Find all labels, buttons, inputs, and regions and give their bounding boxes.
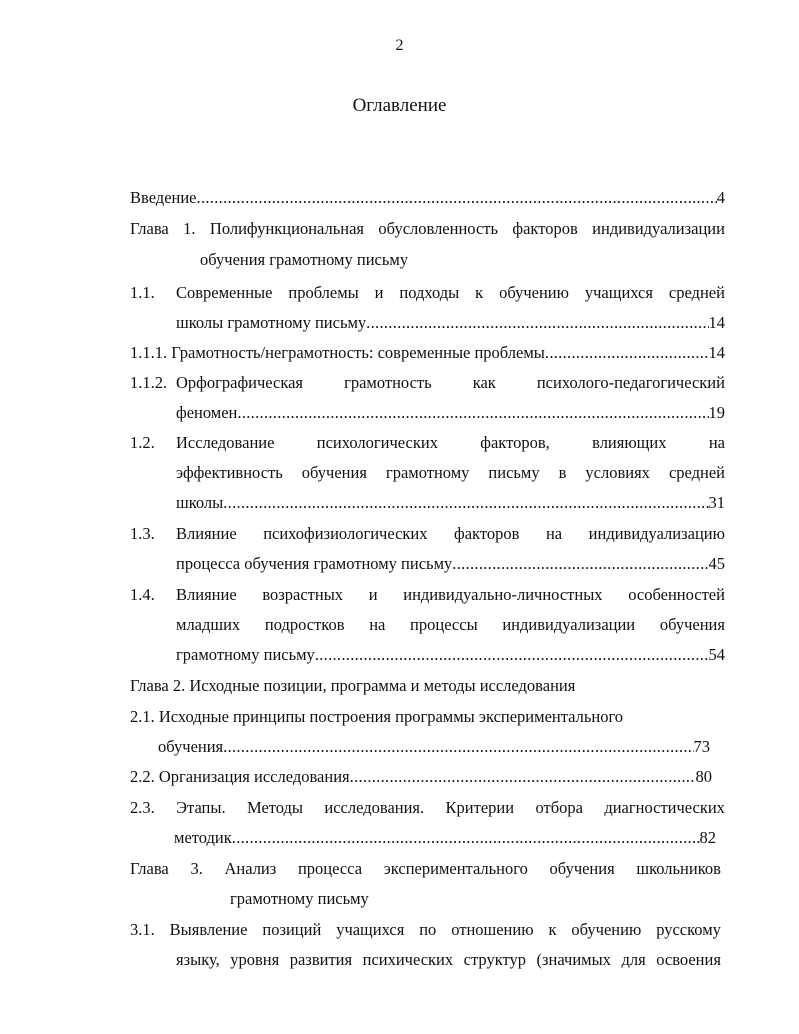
toc-section-2-2[interactable]: 2.2. Организация исследования ..... 80 — [130, 765, 712, 789]
toc-leader — [452, 552, 708, 576]
toc-section-number: 1.1. — [130, 283, 155, 302]
toc-section-1-4-line3: грамотному письму ..... 54 — [176, 643, 725, 667]
toc-section-1-4-line2: младших подростков на процессы индивидуализации обучения — [176, 615, 725, 634]
toc-section-1-3-cont: процесса обучения грамотному письму ..... 45 — [176, 552, 725, 576]
toc-section-1-1-2-cont: феномен ..... 19 — [176, 401, 725, 425]
toc-section-number: 1.4. — [130, 585, 155, 604]
toc-section-1-4[interactable]: Влияние возрастных и индивидуально-личностных особенностей — [176, 585, 725, 604]
toc-section-1-2-line2: эффективность обучения грамотному письму в условиях средней — [176, 463, 725, 482]
toc-chapter-2[interactable]: Глава 2. Исходные позиции, программа и методы исследования — [130, 676, 576, 695]
toc-leader — [223, 491, 708, 515]
toc-section-1-2-line3: школы ..... 31 — [176, 491, 725, 515]
toc-chapter-1[interactable]: Глава 1. Полифункциональная обусловленность факторов индивидуализации — [130, 219, 725, 238]
toc-section-1-1-2[interactable]: Орфографическая грамотность как психолого-педагогический — [176, 373, 725, 392]
toc-section-number: 1.3. — [130, 524, 155, 543]
toc-section-1-1-1[interactable]: 1.1.1. Грамотность/неграмотность: современные проблемы ..... 14 — [130, 341, 725, 365]
toc-leader — [197, 186, 717, 210]
page-number: 2 — [395, 37, 404, 54]
toc-chapter-3[interactable]: Глава 3. Анализ процесса экспериментального обучения школьников — [130, 859, 721, 878]
toc-leader — [223, 735, 693, 759]
toc-leader — [315, 643, 709, 667]
toc-leader — [545, 341, 709, 365]
toc-chapter-3-cont: грамотному письму — [230, 889, 369, 908]
toc-section-3-1-line2: языку, уровня развития психических структур (значимых для освоения — [176, 950, 721, 969]
toc-section-1-1[interactable]: Современные проблемы и подходы к обучению учащихся средней — [176, 283, 725, 302]
toc-section-1-1-cont: школы грамотному письму ..... 14 — [176, 311, 725, 335]
page-title: Оглавление — [352, 95, 447, 116]
toc-section-2-3[interactable]: 2.3. Этапы. Методы исследования. Критерии отбора диагностических — [130, 798, 725, 817]
toc-leader — [350, 765, 696, 789]
toc-section-1-2[interactable]: Исследование психологических факторов, влияющих на — [176, 433, 725, 452]
toc-leader — [366, 311, 708, 335]
toc-section-number: 1.1.2. — [130, 373, 168, 392]
toc-section-3-1[interactable]: 3.1. Выявление позиций учащихся по отношению к обучению русскому — [130, 920, 721, 939]
toc-leader — [237, 401, 708, 425]
toc-section-2-3-cont: методик ..... 82 — [174, 826, 716, 850]
toc-leader — [232, 826, 700, 850]
toc-entry-introduction[interactable]: Введение ..... 4 — [130, 186, 725, 210]
toc-section-number: 1.2. — [130, 433, 155, 452]
toc-chapter-1-cont: обучения грамотному письму — [200, 250, 409, 269]
toc-section-2-1[interactable]: 2.1. Исходные принципы построения программы экспериментального — [130, 707, 624, 726]
toc-section-1-3[interactable]: Влияние психофизиологических факторов на индивидуализацию — [176, 524, 725, 543]
toc-section-2-1-cont: обучения ..... 73 — [158, 735, 710, 759]
